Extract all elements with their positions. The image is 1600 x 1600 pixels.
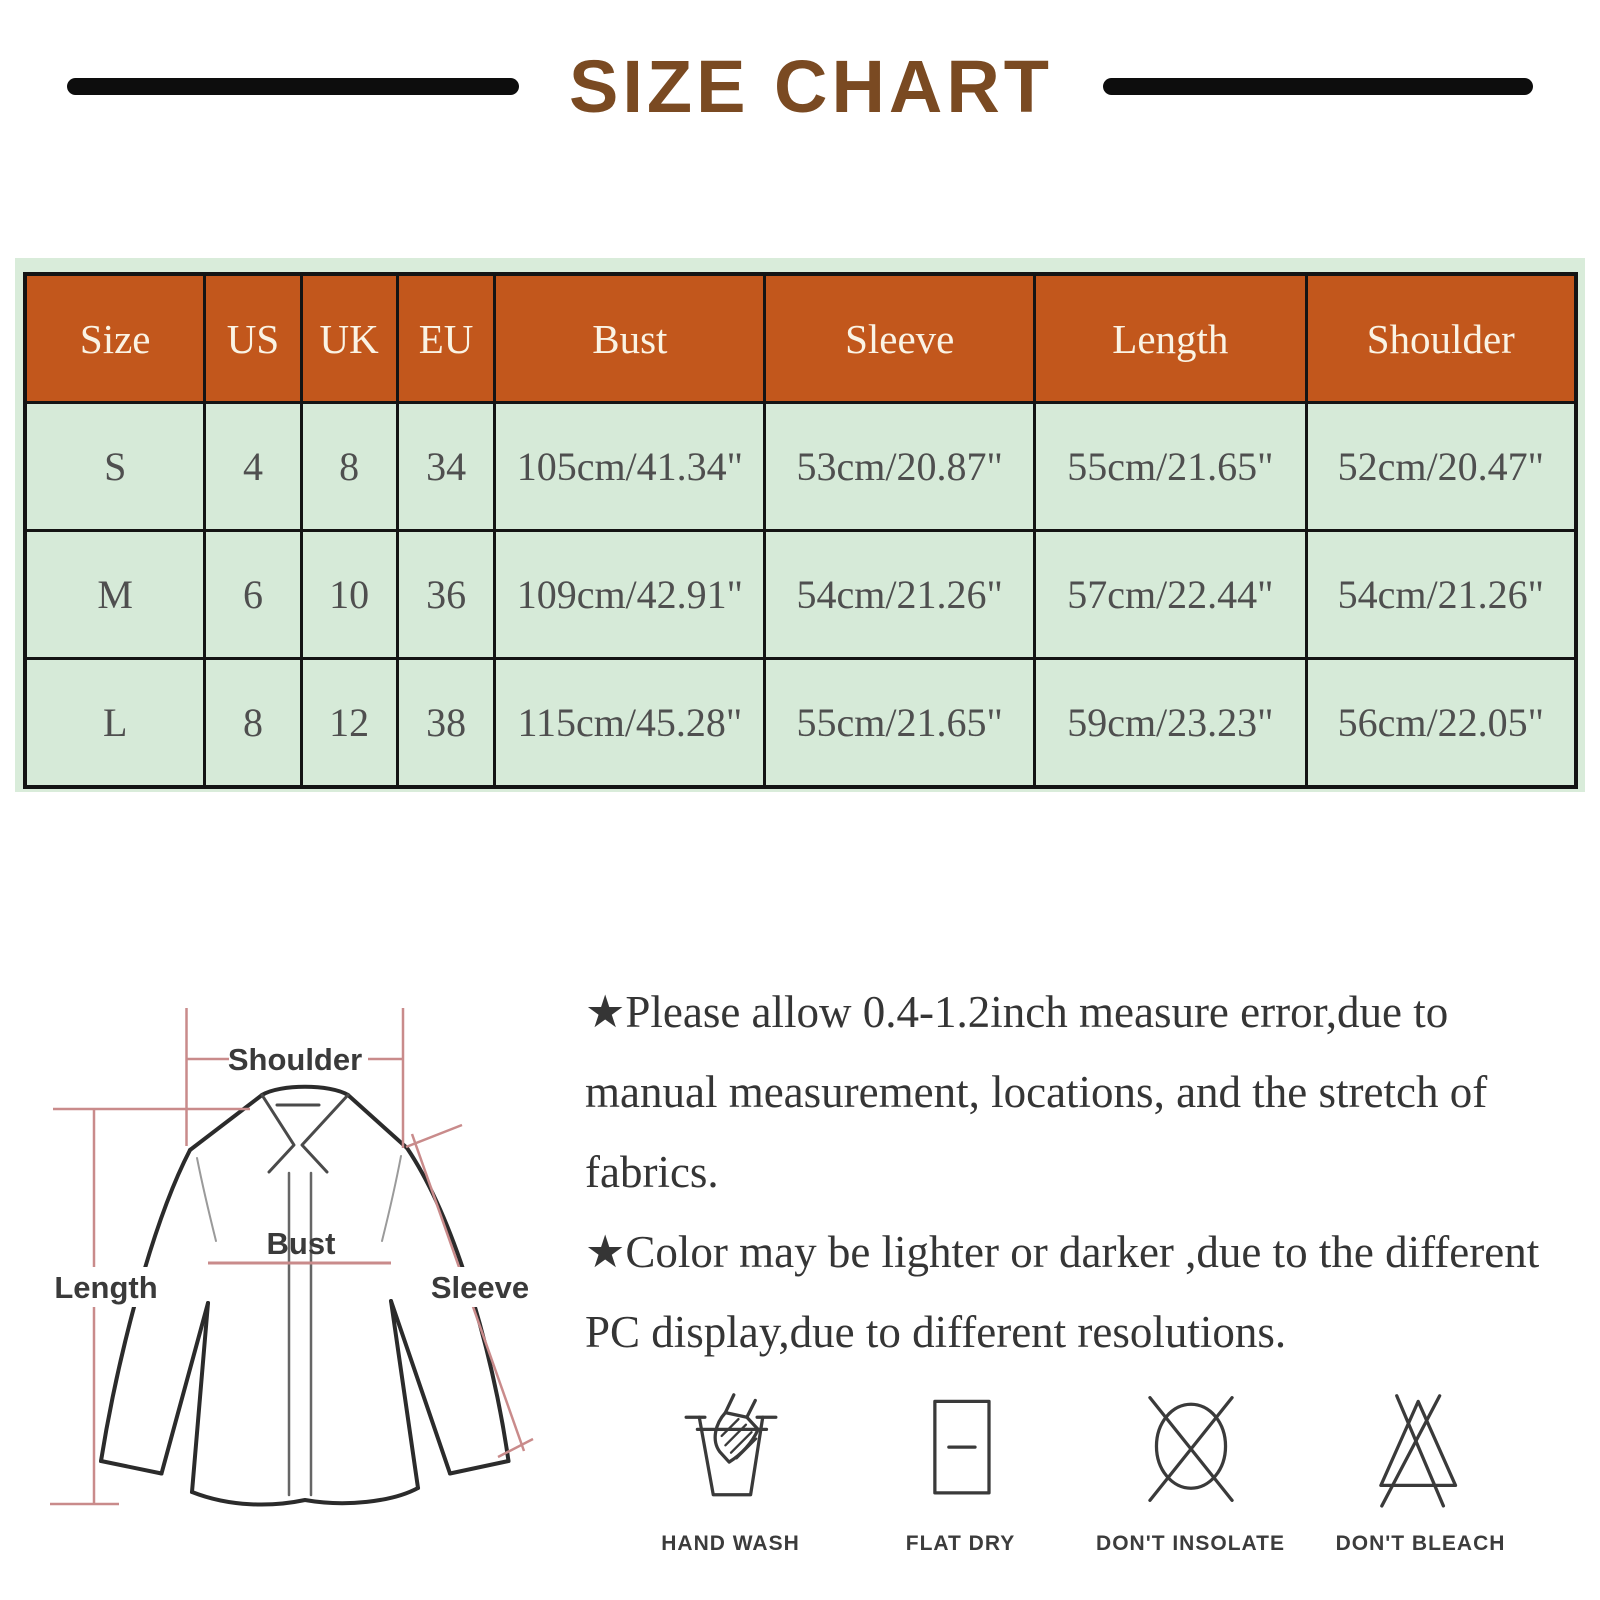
care-hand-wash [618,1388,843,1556]
table-cell: 59cm/23.23" [1035,659,1306,788]
table-cell: 8 [205,659,301,788]
care-instructions [618,1388,1533,1556]
col-header-uk: UK [301,274,397,403]
dont-insolate-icon [1135,1388,1247,1510]
table-cell: 105cm/41.34" [495,403,765,531]
note-measure-error: ★Please allow 0.4-1.2inch measure error,due to manual measurement, locations, and the stretch of fabrics. [585,987,1488,1197]
table-cell: 36 [397,531,495,659]
table-cell: M [25,531,205,659]
table-cell: 10 [301,531,397,659]
table-cell: 53cm/20.87" [765,403,1035,531]
dont-bleach-icon [1365,1388,1477,1510]
table-cell: 52cm/20.47" [1306,403,1576,531]
note-color-difference: ★Color may be lighter or darker ,due to the different PC display,due to different resolutions. [585,1227,1540,1357]
page-title: SIZE CHART [569,44,1053,128]
collar-lines [197,1095,401,1495]
table-cell: S [25,403,205,531]
col-header-size: Size [25,274,205,403]
table-cell: 57cm/22.44" [1035,531,1306,659]
col-header-eu: EU [397,274,495,403]
table-cell: 8 [301,403,397,531]
care-label: DON'T INSOLATE [1096,1532,1285,1555]
care-dont-bleach [1308,1388,1533,1556]
table-cell: 54cm/21.26" [1306,531,1576,659]
table-cell: 38 [397,659,495,788]
page-header [0,36,1600,136]
shirt-measurement-diagram [30,995,580,1560]
col-header-bust: Bust [495,274,765,403]
shirt-diagram-drawing [30,995,580,1560]
care-dont-insolate [1078,1388,1303,1556]
care-label: DON'T BLEACH [1335,1532,1506,1555]
size-table-sheet [15,258,1585,792]
table-cell: 55cm/21.65" [1035,403,1306,531]
size-row-m [25,531,1576,659]
table-cell: 56cm/22.05" [1306,659,1576,788]
size-row-l [25,659,1576,788]
care-flat-dry [848,1388,1073,1556]
title-divider-left [67,78,519,95]
table-cell: L [25,659,205,788]
table-cell: 54cm/21.26" [765,531,1035,659]
table-cell: 55cm/21.65" [765,659,1035,788]
table-cell: 12 [301,659,397,788]
measurement-notes [585,972,1560,1372]
table-cell: 6 [205,531,301,659]
shoulder-measure-label: Shoulder [227,1042,363,1077]
care-label: FLAT DRY [905,1532,1016,1555]
col-header-sleeve: Sleeve [765,274,1035,403]
col-header-us: US [205,274,301,403]
sleeve-measure-label: Sleeve [430,1270,530,1305]
table-cell: 4 [205,403,301,531]
care-label: HAND WASH [661,1532,800,1555]
size-row-s [25,403,1576,531]
table-cell: 109cm/42.91" [495,531,765,659]
header-row [25,274,1576,403]
hand-wash-icon [675,1388,787,1510]
title-divider-right [1103,78,1533,95]
table-cell: 115cm/45.28" [495,659,765,788]
col-header-length: Length [1035,274,1306,403]
length-measure-label: Length [54,1270,158,1305]
size-table [23,272,1578,789]
table-cell: 34 [397,403,495,531]
bust-measure-label: Bust [266,1226,336,1261]
flat-dry-icon [905,1388,1017,1510]
col-header-shoulder: Shoulder [1306,274,1576,403]
